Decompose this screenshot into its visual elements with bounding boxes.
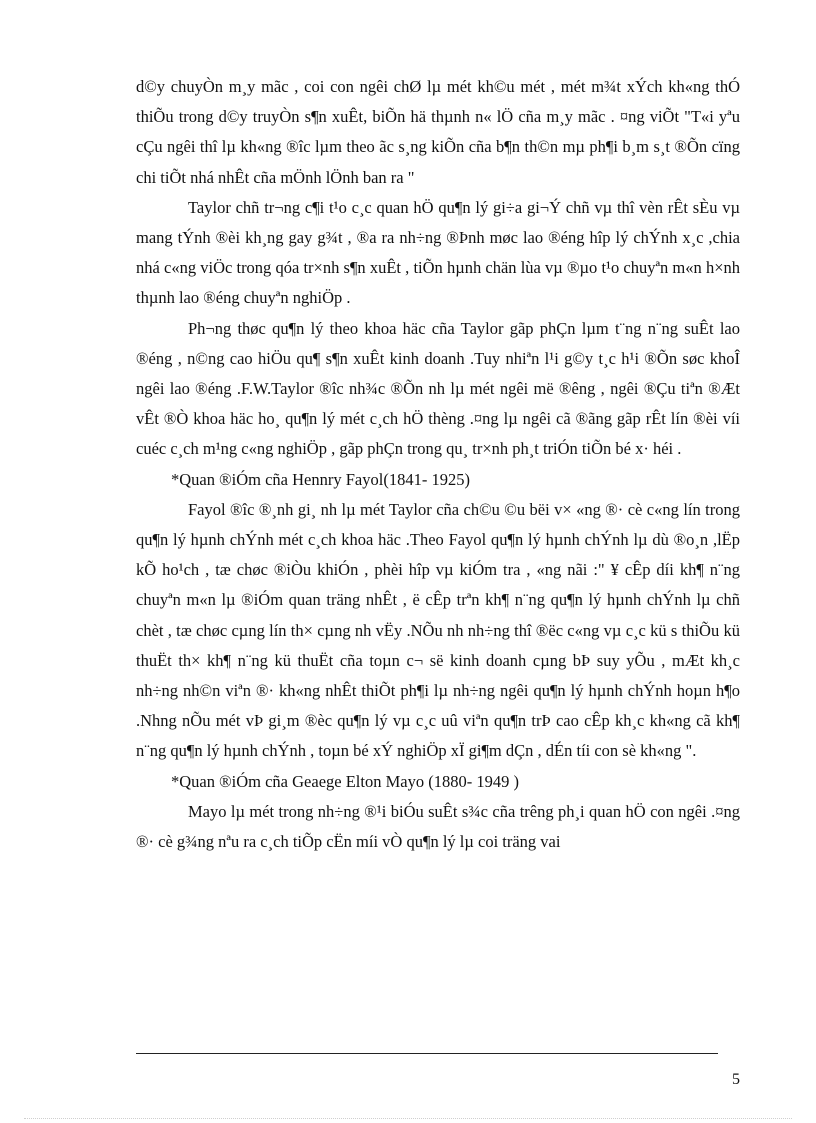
page-bottom-border [24, 1118, 792, 1119]
paragraph-taylor-relations: Taylor chñ tr¬ng c¶i t¹o c¸c quan hÖ qu¶n lý gi÷a gi¬Ý chñ vµ thî vèn rÊt sÈu vµ mang tÝnh ®èi kh¸ng gay g¾t , ®a ra nh÷ng ®Þnh møc lao ®éng hîp lý chÝnh x¸c ,chia nhá c«ng viÖc trong qóa tr×nh s¶n xuÊt , tiÕn hµnh chän lùa vµ ®µo t¹o chuyªn m«n h×nh thµnh lao ®éng chuyªn nghiÖp . [136, 197, 740, 308]
paragraph-fayol: Fayol ®îc ®¸nh gi¸ nh lµ mét Taylor cña ch©u ©u bëi v× «ng ®· cè c«ng lín trong qu¶n lý hµnh chÝnh mét c¸ch khoa häc .Theo Fayol qu¶n lý hµnh chÝnh lµ dù ®o¸n ,lËp kÕ ho¹ch , tæ chøc ®iÒu khiÓn , phèi hîp vµ kiÓm tra , «ng nãi :" ¥ cÊp díi kh¶ n¨ng chuyªn m«n lµ ®iÓm quan träng nhÊt , ë cÊp trªn kh¶ n¨ng qu¶n lý hµnh chÝnh lµ chñ chèt , tæ chøc cµng lín th× cµng nh vËy .NÕu nh nh÷ng thî ®ëc c«ng vµ c¸c kü s thiÕu kü thuËt th× kh¶ n¨ng kü thuËt cña toµn c¬ së kinh doanh cµng bÞ suy yÕu , mÆt kh¸c nh÷ng nh©n viªn ®· kh«ng nhÊt thiÕt ph¶i lµ nh÷ng ngêi qu¶n lý hµnh chÝnh hoµn h¶o .Nhng nÕu mét vÞ gi¸m ®èc qu¶n lý vµ c¸c uû viªn qu¶n trÞ cao cÊp kh¸c kh«ng cã kh¶ n¨ng qu¶n lý hµnh chÝnh , toµn bé xÝ nghiÖp xÏ gi¶m dÇn , dÉn tíi con sè kh«ng ". [136, 499, 740, 761]
page-number: 5 [732, 1071, 740, 1088]
heading-mayo: *Quan ®iÓm cña Geaege Elton Mayo (1880- 1949 ) [171, 771, 519, 791]
footer-rule [136, 1053, 718, 1054]
paragraph-taylor-method: Ph¬ng thøc qu¶n lý theo khoa häc cña Taylor gãp phÇn lµm t¨ng n¨ng suÊt lao ®éng , n©ng cao hiÖu qu¶ s¶n xuÊt kinh doanh .Tuy nhiªn l¹i g©y t¸c h¹i ®Õn søc khoÎ ngêi lao ®éng .F.W.Taylor ®îc nh¾c ®Õn nh lµ mét ngêi më ®êng , ngêi ®Çu tiªn ®Æt vÊt ®Ò khoa häc ho¸ qu¶n lý mét c¸ch hÖ thèng .¤ng lµ ngêi cã ®ãng gãp rÊt lín ®èi víi cuéc c¸ch m¹ng c«ng nghiÖp , gãp phÇn trong qu¸ tr×nh ph¸t triÓn tiÕn bé x· héi . [136, 318, 740, 459]
body-text [136, 72, 740, 857]
paragraph-continuation: d©y chuyÒn m¸y mãc , coi con ngêi chØ lµ mét kh©u mét , mét m¾t xÝch kh«ng thÓ thiÕu trong d©y truyÒn s¶n xuÊt, biÕn hä thµnh n« lÖ cña m¸y mãc . ¤ng viÕt "T«i yªu cÇu ngêi thî lµ kh«ng ®îc lµm theo ãc s¸ng kiÕn cña b¶n th©n mµ ph¶i b¸m s¸t ®Õn cïng chi tiÕt nhá nhÊt cña mÖnh lÖnh ban ra " [136, 77, 740, 187]
heading-fayol: *Quan ®iÓm cña Hennry Fayol(1841- 1925) [171, 469, 470, 489]
paragraph-mayo: Mayo lµ mét trong nh÷ng ®¹i biÓu suÊt s¾c cña trêng ph¸i quan hÖ con ngêi .¤ng ®· cè g¾ng nªu ra c¸ch tiÕp cËn míi vÒ qu¶n lý lµ coi träng vai [136, 801, 740, 852]
